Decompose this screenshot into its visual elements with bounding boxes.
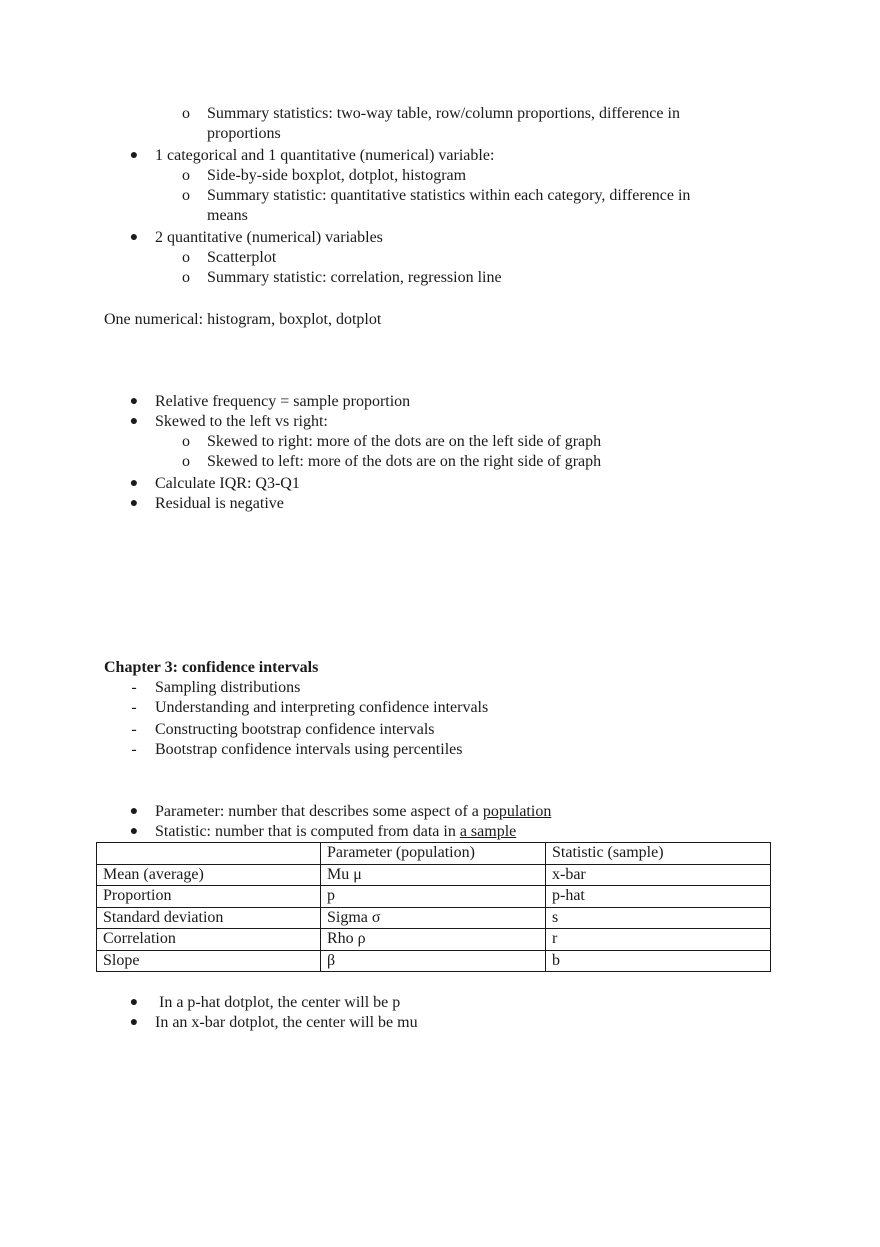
list-marker-circle: o (182, 433, 190, 450)
table-cell: p-hat (546, 886, 771, 908)
definition-text: Statistic: number that is computed from data in (155, 823, 460, 840)
table-cell: Correlation (97, 929, 321, 951)
list-item-text: Side-by-side boxplot, dotplot, histogram (207, 167, 467, 184)
table-cell: r (546, 929, 771, 951)
table-cell: Mu μ (321, 864, 546, 886)
list-marker-dash: - (131, 721, 137, 738)
list-item-text: Residual is negative (155, 495, 284, 512)
list-marker-circle: o (182, 453, 190, 470)
table-cell: Slope (97, 950, 321, 972)
list-marker-bullet: ● (129, 804, 139, 819)
list-marker-bullet: ● (129, 394, 139, 409)
list-item-text: 2 quantitative (numerical) variables (155, 229, 383, 246)
list-marker-circle: o (182, 167, 190, 184)
list-marker-bullet: ● (129, 230, 139, 245)
list-marker-bullet: ● (129, 824, 139, 839)
list-marker-dash: - (131, 679, 137, 696)
parameter-statistic-table (96, 842, 771, 972)
list-item-text: Relative frequency = sample proportion (155, 393, 411, 410)
list-marker-circle: o (182, 105, 190, 122)
list-item-text: Skewed to right: more of the dots are on the left side of graph (207, 433, 602, 450)
table-row (97, 907, 771, 929)
definition-statistic (155, 822, 516, 842)
list-marker-dash: - (131, 741, 137, 758)
table-row (97, 929, 771, 951)
table-cell: Mean (average) (97, 864, 321, 886)
list-item-text-continued: means (207, 207, 248, 224)
table-header-cell: Statistic (sample) (546, 843, 771, 865)
table-cell: p (321, 886, 546, 908)
list-item-text: Skewed to left: more of the dots are on the right side of graph (207, 453, 602, 470)
table-cell: b (546, 950, 771, 972)
list-item-text: In an x-bar dotplot, the center will be mu (155, 1014, 418, 1031)
table-cell: Rho ρ (321, 929, 546, 951)
table-row (97, 864, 771, 886)
table-cell: s (546, 907, 771, 929)
list-item-text: Summary statistics: two-way table, row/column proportions, difference in (207, 105, 680, 122)
table-cell: Sigma σ (321, 907, 546, 929)
topic-item: Sampling distributions (155, 679, 301, 696)
list-marker-circle: o (182, 187, 190, 204)
table-cell: Proportion (97, 886, 321, 908)
list-item-text: Calculate IQR: Q3-Q1 (155, 475, 300, 492)
list-marker-circle: o (182, 249, 190, 266)
list-item-text: 1 categorical and 1 quantitative (numerical) variable: (155, 147, 495, 164)
underlined-term: population (482, 803, 552, 820)
chapter-heading: Chapter 3: confidence intervals (104, 659, 319, 676)
definition-text: Parameter: number that describes some aspect of a (155, 803, 483, 820)
table-cell: β (321, 950, 546, 972)
table-header-cell: Parameter (population) (321, 843, 546, 865)
table-header-row (97, 843, 771, 865)
topic-item: Bootstrap confidence intervals using percentiles (155, 741, 463, 758)
definition-parameter (155, 802, 551, 822)
list-item-text: Skewed to the left vs right: (155, 413, 328, 430)
list-marker-bullet: ● (129, 476, 139, 491)
table-cell: x-bar (546, 864, 771, 886)
list-marker-circle: o (182, 269, 190, 286)
topic-item: Understanding and interpreting confidence intervals (155, 699, 489, 716)
table-header-cell (97, 843, 321, 865)
list-marker-bullet: ● (129, 1015, 139, 1030)
underlined-term: a sample (459, 823, 517, 840)
list-marker-bullet: ● (129, 496, 139, 511)
list-item-text: Summary statistic: correlation, regression line (207, 269, 502, 286)
table-cell: Standard deviation (97, 907, 321, 929)
list-item-text: Summary statistic: quantitative statistics within each category, difference in (207, 187, 691, 204)
table-row (97, 950, 771, 972)
topic-item: Constructing bootstrap confidence intervals (155, 721, 435, 738)
list-item-text: Scatterplot (207, 249, 277, 266)
table-row (97, 886, 771, 908)
list-item-text-continued: proportions (207, 125, 281, 142)
list-marker-bullet: ● (129, 148, 139, 163)
list-marker-bullet: ● (129, 995, 139, 1010)
list-item-text: In a p-hat dotplot, the center will be p (155, 994, 401, 1011)
list-marker-dash: - (131, 699, 137, 716)
list-marker-bullet: ● (129, 414, 139, 429)
one-numerical-text: One numerical: histogram, boxplot, dotplot (104, 311, 382, 328)
